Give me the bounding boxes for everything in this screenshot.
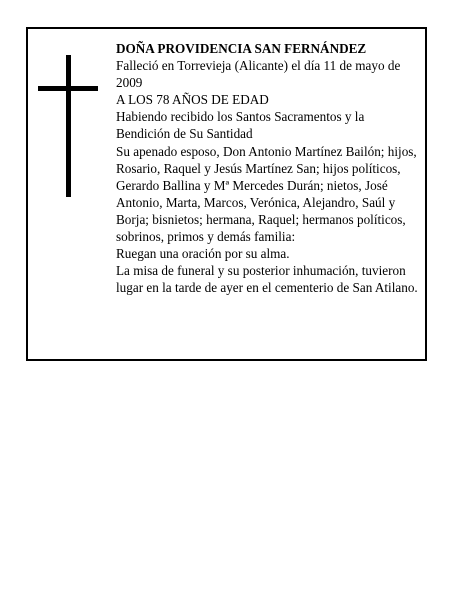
cross-icon xyxy=(38,55,98,197)
funeral-info: La misa de funeral y su posterior inhumación, tuvieron lugar en la tarde de ayer en el cementerio de San Atilano. xyxy=(116,263,418,296)
obituary-notice xyxy=(26,27,427,361)
family-list: Su apenado esposo, Don Antonio Martínez Bailón; hijos, Rosario, Raquel y Jesús Martínez San; hijos políticos, Gerardo Ballina y Mª Mercedes Durán; nietos, José Antonio, Marta, Marcos, Verónica, Alejandro, Saúl y Borja; bisnietos; hermana, Raquel; hermanos políticos, sobrinos, primos y demás familia: xyxy=(116,143,417,245)
cross-vertical-bar xyxy=(66,55,71,197)
notice-text xyxy=(116,40,421,296)
deceased-name: DOÑA PROVIDENCIA SAN FERNÁNDEZ xyxy=(116,41,367,56)
cross-horizontal-bar xyxy=(38,86,98,91)
prayer-request: Ruegan una oración por su alma. xyxy=(116,246,290,262)
sacraments-statement: Habiendo recibido los Santos Sacramentos y la Bendición de Su Santidad xyxy=(116,109,365,142)
age-statement: A LOS 78 AÑOS DE EDAD xyxy=(116,92,269,108)
death-statement: Falleció en Torrevieja (Alicante) el día 11 de mayo de 2009 xyxy=(116,58,401,91)
